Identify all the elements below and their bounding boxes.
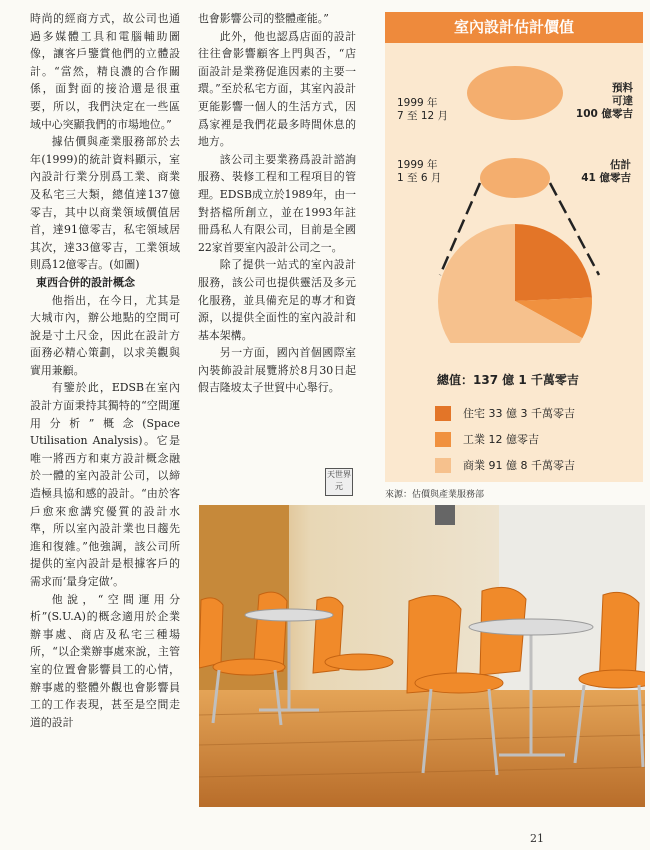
legend-label-commercial: 商業 91 億 8 千萬零吉 bbox=[463, 459, 575, 472]
section-heading: 東西合併的設計概念 bbox=[36, 275, 135, 289]
article-paragraph: 他說，“空間運用分析”(S.U.A)的概念適用於企業辦事處、商店及私宅三種場所，“以企業辦事處來說，主管室的位置會影響員工的心情，辦事處的整體外觀也會影響員工的工作表現，甚至是空間走道的設計 bbox=[30, 592, 180, 729]
legend-item-residential bbox=[435, 400, 575, 426]
article-paragraph: 有鑒於此，EDSB在室內設計方面秉持其獨特的“空間運用分析”概念(Space Utilisation Analysis)。它是唯一將西方和東方設計概念融於一體的室內設計公司，以締造極具協和感的設計。“由於客戶愈來愈講究優質的設計水準，所以室內設計業也日趨先進和復雜。”他強調，該公司所提供的室內設計是根據客戶的需求而‘量身定做’。 bbox=[30, 381, 180, 588]
legend bbox=[435, 400, 575, 478]
author-seal: 天世界元 bbox=[325, 468, 353, 496]
chart-source: 來源：估價與產業服務部 bbox=[385, 490, 485, 500]
pie-slices bbox=[438, 224, 592, 343]
legend-item-industrial bbox=[435, 426, 575, 452]
ellipse-jan-jun bbox=[480, 158, 550, 198]
pie-slice-0 bbox=[515, 224, 592, 301]
article-paragraph: 除了提供一站式的室內設計服務，該公司也提供靈活及多元化服務，並具備充足的專才和資源，以提供全面性的室內設計和基本架構。 bbox=[198, 258, 356, 342]
legend-item-commercial bbox=[435, 452, 575, 478]
article-paragraph: 他指出，在今日，尤其是大城市內，辦公地點的空間可說是寸土尺金，因此在設計方面務必精心策劃，以求美觀與實用兼顧。 bbox=[30, 293, 180, 377]
period-value-jul-dec: 預料 可達 100 億零吉 bbox=[575, 82, 633, 120]
legend-swatch-residential bbox=[435, 406, 451, 421]
article-paragraph: 另一方面，國內首個國際室內裝飾設計展覽將於8月30日起假吉隆坡太子世貿中心舉行。 bbox=[198, 346, 356, 395]
legend-swatch-commercial bbox=[435, 458, 451, 473]
article-paragraph: 也會影響公司的整體產能。” bbox=[198, 12, 329, 25]
chart-title: 室內設計估計價值 bbox=[385, 12, 643, 43]
period-value-jan-jun: 估計 41 億零吉 bbox=[581, 159, 631, 184]
article-paragraph: 此外，他也認爲店面的設計往往會影響顧客上門與否，“店面設計是業務促進因素的主要一環。”至於私宅方面，其室內設計更能影響一個人的生活方式，因爲家裡是我們花最多時間休息的地方。 bbox=[198, 29, 356, 149]
article-column-1 bbox=[30, 10, 180, 731]
period-label-jan-jun: 1999 年 1 至 6 月 bbox=[397, 159, 442, 184]
ellipse-jul-dec bbox=[467, 66, 563, 120]
period-label-jul-dec: 1999 年 7 至 12 月 bbox=[397, 97, 449, 122]
article-paragraph: 時尚的經商方式，故公司也通過多媒體工具和電腦輔助圖像，讓客戶鑒賞他們的立體設計。“當然，精良濃的合作關係，面對面的接洽還是很重要，所以，我們決定在一些區域中心突顯我們的市場地位。” bbox=[30, 12, 180, 131]
page-number: 21 bbox=[530, 832, 544, 845]
article-paragraph: 據估價與產業服務部於去年(1999)的統計資料顯示，室內設計行業分別爲工業、商業及私宅三大類，總值達137億零吉，其中以商業領域價值居首，達91億零吉，私宅領域居其次，達33億零吉，工業領域則爲12億零吉。(如圖) bbox=[30, 135, 180, 272]
total-value: 總值：137 億 1 千萬零吉 bbox=[437, 373, 579, 387]
legend-label-industrial: 工業 12 億零吉 bbox=[463, 433, 539, 446]
legend-label-residential: 住宅 33 億 3 千萬零吉 bbox=[463, 407, 575, 420]
legend-swatch-industrial bbox=[435, 432, 451, 447]
office-chairs-photo bbox=[199, 505, 645, 807]
article-column-2 bbox=[198, 10, 356, 397]
chart-panel bbox=[385, 12, 643, 482]
article-paragraph: 該公司主要業務爲設計諮詢服務、裝修工程和工程項目的管理。EDSB成立於1989年，由一對搭檔所創立，並在1993年註冊爲私人有限公司，目前是全國22家首要室內設計公司之一。 bbox=[198, 152, 356, 254]
